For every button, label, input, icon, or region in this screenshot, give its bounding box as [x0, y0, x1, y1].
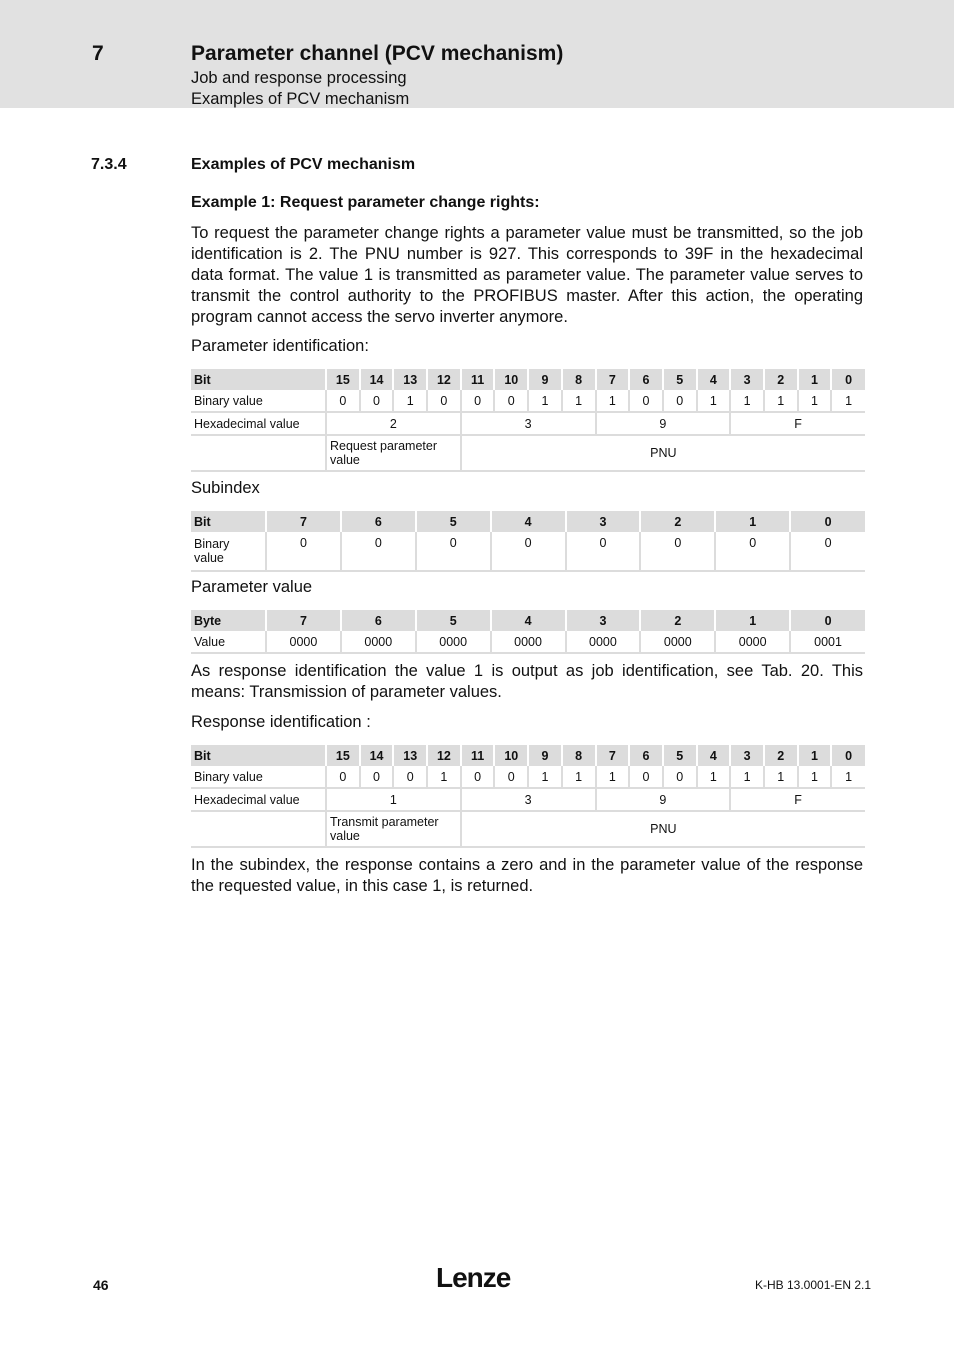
binary-cell: 1 [562, 766, 596, 788]
param-id-label: Parameter identification: [191, 337, 369, 355]
binary-cell: 1 [798, 390, 832, 412]
bit-cell: 0 [790, 511, 865, 532]
empty-cell [191, 435, 326, 471]
pnu-desc-cell: PNU [461, 435, 865, 471]
section-title: Examples of PCV mechanism [191, 156, 416, 173]
binary-cell: 0 [326, 766, 360, 788]
byte-cell: 3 [566, 610, 641, 631]
example-title: Example 1: Request parameter change rights: [191, 194, 540, 211]
table-header-cell: Byte [191, 610, 266, 631]
response-id-bit-row [191, 745, 865, 766]
bit-cell: 7 [266, 511, 341, 532]
binary-cell: 1 [697, 766, 731, 788]
chapter-subtitle-2: Examples of PCV mechanism [191, 90, 410, 108]
binary-cell: 0 [790, 532, 865, 571]
binary-cell: 0 [360, 766, 394, 788]
hex-cell: 2 [326, 412, 461, 435]
empty-cell [191, 811, 326, 847]
binary-cell: 1 [528, 766, 562, 788]
bit-cell: 9 [528, 745, 562, 766]
param-id-hex-row [191, 412, 865, 435]
chapter-number: 7 [92, 42, 104, 65]
bit-cell: 8 [562, 369, 596, 390]
bit-cell: 11 [461, 369, 495, 390]
value-cell: 0000 [416, 631, 491, 653]
value-cell: 0000 [566, 631, 641, 653]
hex-cell: 3 [461, 412, 596, 435]
subindex-binary-row [191, 532, 865, 571]
binary-cell: 0 [640, 532, 715, 571]
response-id-desc-row [191, 811, 865, 847]
binary-cell: 1 [798, 766, 832, 788]
binary-cell: 1 [427, 766, 461, 788]
lenze-logo: Lenze [436, 1262, 511, 1293]
bit-cell: 0 [831, 745, 865, 766]
binary-cell: 1 [831, 766, 865, 788]
binary-cell: 1 [596, 390, 630, 412]
binary-cell: 0 [341, 532, 416, 571]
bit-cell: 6 [629, 369, 663, 390]
bit-cell: 5 [416, 511, 491, 532]
binary-cell: 1 [764, 390, 798, 412]
binary-cell: 0 [663, 766, 697, 788]
bit-cell: 2 [640, 511, 715, 532]
binary-cell: 0 [629, 766, 663, 788]
binary-cell: 0 [461, 390, 495, 412]
response-id-hex-row [191, 788, 865, 811]
bit-cell: 4 [697, 745, 731, 766]
hex-cell: F [730, 788, 865, 811]
binary-cell: 1 [831, 390, 865, 412]
binary-cell: 0 [629, 390, 663, 412]
param-id-bit-row [191, 369, 865, 390]
row-label: Binary value [191, 532, 266, 571]
bit-cell: 7 [596, 745, 630, 766]
value-cell: 0000 [715, 631, 790, 653]
bit-cell: 5 [663, 745, 697, 766]
binary-cell: 0 [491, 532, 566, 571]
value-cell: 0001 [790, 631, 865, 653]
intro-paragraph: To request the parameter change rights a parameter value must be transmitted, so the job identification is 2. The PNU number is 927. This corresponds to 39F in the hexadecimal data format. The value 1 is transmitted as parameter value. The parameter value serves to transmit the control authority to the PROFIBUS master. After this action, the operating program cannot access the servo inverter anymore. [191, 224, 863, 326]
response-id-binary-row [191, 766, 865, 788]
value-cell: 0000 [266, 631, 341, 653]
bit-cell: 6 [341, 511, 416, 532]
binary-cell: 0 [663, 390, 697, 412]
hex-cell: 1 [326, 788, 461, 811]
bit-cell: 1 [798, 369, 832, 390]
byte-cell: 2 [640, 610, 715, 631]
bit-cell: 15 [326, 369, 360, 390]
table-header-cell: Bit [191, 745, 326, 766]
binary-cell: 0 [416, 532, 491, 571]
value-cell: 0000 [640, 631, 715, 653]
bit-cell: 10 [494, 745, 528, 766]
response-id-label: Response identification : [191, 713, 371, 731]
bit-cell: 14 [360, 369, 394, 390]
param-value-row [191, 631, 865, 653]
param-id-table [191, 369, 865, 472]
hex-cell: 9 [596, 788, 731, 811]
binary-cell: 1 [764, 766, 798, 788]
bit-cell: 7 [596, 369, 630, 390]
byte-cell: 0 [790, 610, 865, 631]
response-paragraph: As response identification the value 1 is output as job identification, see Tab. 20. This means: Transmission of parameter values. [191, 662, 863, 701]
value-cell: 0000 [341, 631, 416, 653]
bit-cell: 3 [730, 369, 764, 390]
table-header-cell: Bit [191, 369, 326, 390]
chapter-title: Parameter channel (PCV mechanism) [191, 42, 564, 65]
byte-cell: 7 [266, 610, 341, 631]
bit-cell: 14 [360, 745, 394, 766]
binary-cell: 0 [393, 766, 427, 788]
binary-cell: 0 [427, 390, 461, 412]
subindex-bit-row [191, 511, 865, 532]
hex-cell: F [730, 412, 865, 435]
binary-cell: 0 [494, 766, 528, 788]
row-label: Hexadecimal value [191, 788, 326, 811]
page-number: 46 [93, 1277, 109, 1293]
row-label: Value [191, 631, 266, 653]
row-label: Binary value [191, 390, 326, 412]
bit-cell: 2 [764, 745, 798, 766]
binary-cell: 0 [461, 766, 495, 788]
bit-cell: 12 [427, 745, 461, 766]
subindex-label: Subindex [191, 479, 260, 497]
bit-cell: 2 [764, 369, 798, 390]
param-value-label: Parameter value [191, 578, 313, 596]
job-id-desc-cell: Request parameter value [326, 435, 461, 471]
bit-cell: 15 [326, 745, 360, 766]
bit-cell: 12 [427, 369, 461, 390]
param-value-byte-row [191, 610, 865, 631]
binary-cell: 0 [715, 532, 790, 571]
binary-cell: 1 [562, 390, 596, 412]
chapter-subtitle-1: Job and response processing [191, 69, 407, 87]
bit-cell: 13 [393, 369, 427, 390]
param-id-desc-row [191, 435, 865, 471]
binary-cell: 1 [596, 766, 630, 788]
subindex-table [191, 511, 865, 572]
pnu-desc-cell: PNU [461, 811, 865, 847]
bit-cell: 3 [566, 511, 641, 532]
param-value-table [191, 610, 865, 654]
binary-cell: 0 [326, 390, 360, 412]
byte-cell: 4 [491, 610, 566, 631]
bit-cell: 6 [629, 745, 663, 766]
bit-cell: 5 [663, 369, 697, 390]
value-cell: 0000 [491, 631, 566, 653]
bit-cell: 1 [798, 745, 832, 766]
binary-cell: 1 [393, 390, 427, 412]
section-number: 7.3.4 [91, 156, 127, 173]
binary-cell: 0 [266, 532, 341, 571]
hex-cell: 9 [596, 412, 731, 435]
byte-cell: 6 [341, 610, 416, 631]
bit-cell: 4 [697, 369, 731, 390]
response-id-table [191, 745, 865, 848]
byte-cell: 1 [715, 610, 790, 631]
hex-cell: 3 [461, 788, 596, 811]
binary-cell: 0 [360, 390, 394, 412]
bit-cell: 1 [715, 511, 790, 532]
binary-cell: 1 [528, 390, 562, 412]
bit-cell: 4 [491, 511, 566, 532]
bit-cell: 11 [461, 745, 495, 766]
closing-paragraph: In the subindex, the response contains a zero and in the parameter value of the response the requested value, in this case 1, is returned. [191, 856, 863, 895]
param-id-binary-row [191, 390, 865, 412]
binary-cell: 1 [697, 390, 731, 412]
bit-cell: 10 [494, 369, 528, 390]
bit-cell: 9 [528, 369, 562, 390]
row-label: Hexadecimal value [191, 412, 326, 435]
response-id-desc-cell: Transmit parameter value [326, 811, 461, 847]
binary-cell: 1 [730, 390, 764, 412]
byte-cell: 5 [416, 610, 491, 631]
bit-cell: 3 [730, 745, 764, 766]
row-label: Binary value [191, 766, 326, 788]
binary-cell: 0 [566, 532, 641, 571]
binary-cell: 1 [730, 766, 764, 788]
binary-cell: 0 [494, 390, 528, 412]
bit-cell: 13 [393, 745, 427, 766]
bit-cell: 0 [831, 369, 865, 390]
bit-cell: 8 [562, 745, 596, 766]
table-header-cell: Bit [191, 511, 266, 532]
document-id: K-HB 13.0001-EN 2.1 [755, 1278, 872, 1292]
